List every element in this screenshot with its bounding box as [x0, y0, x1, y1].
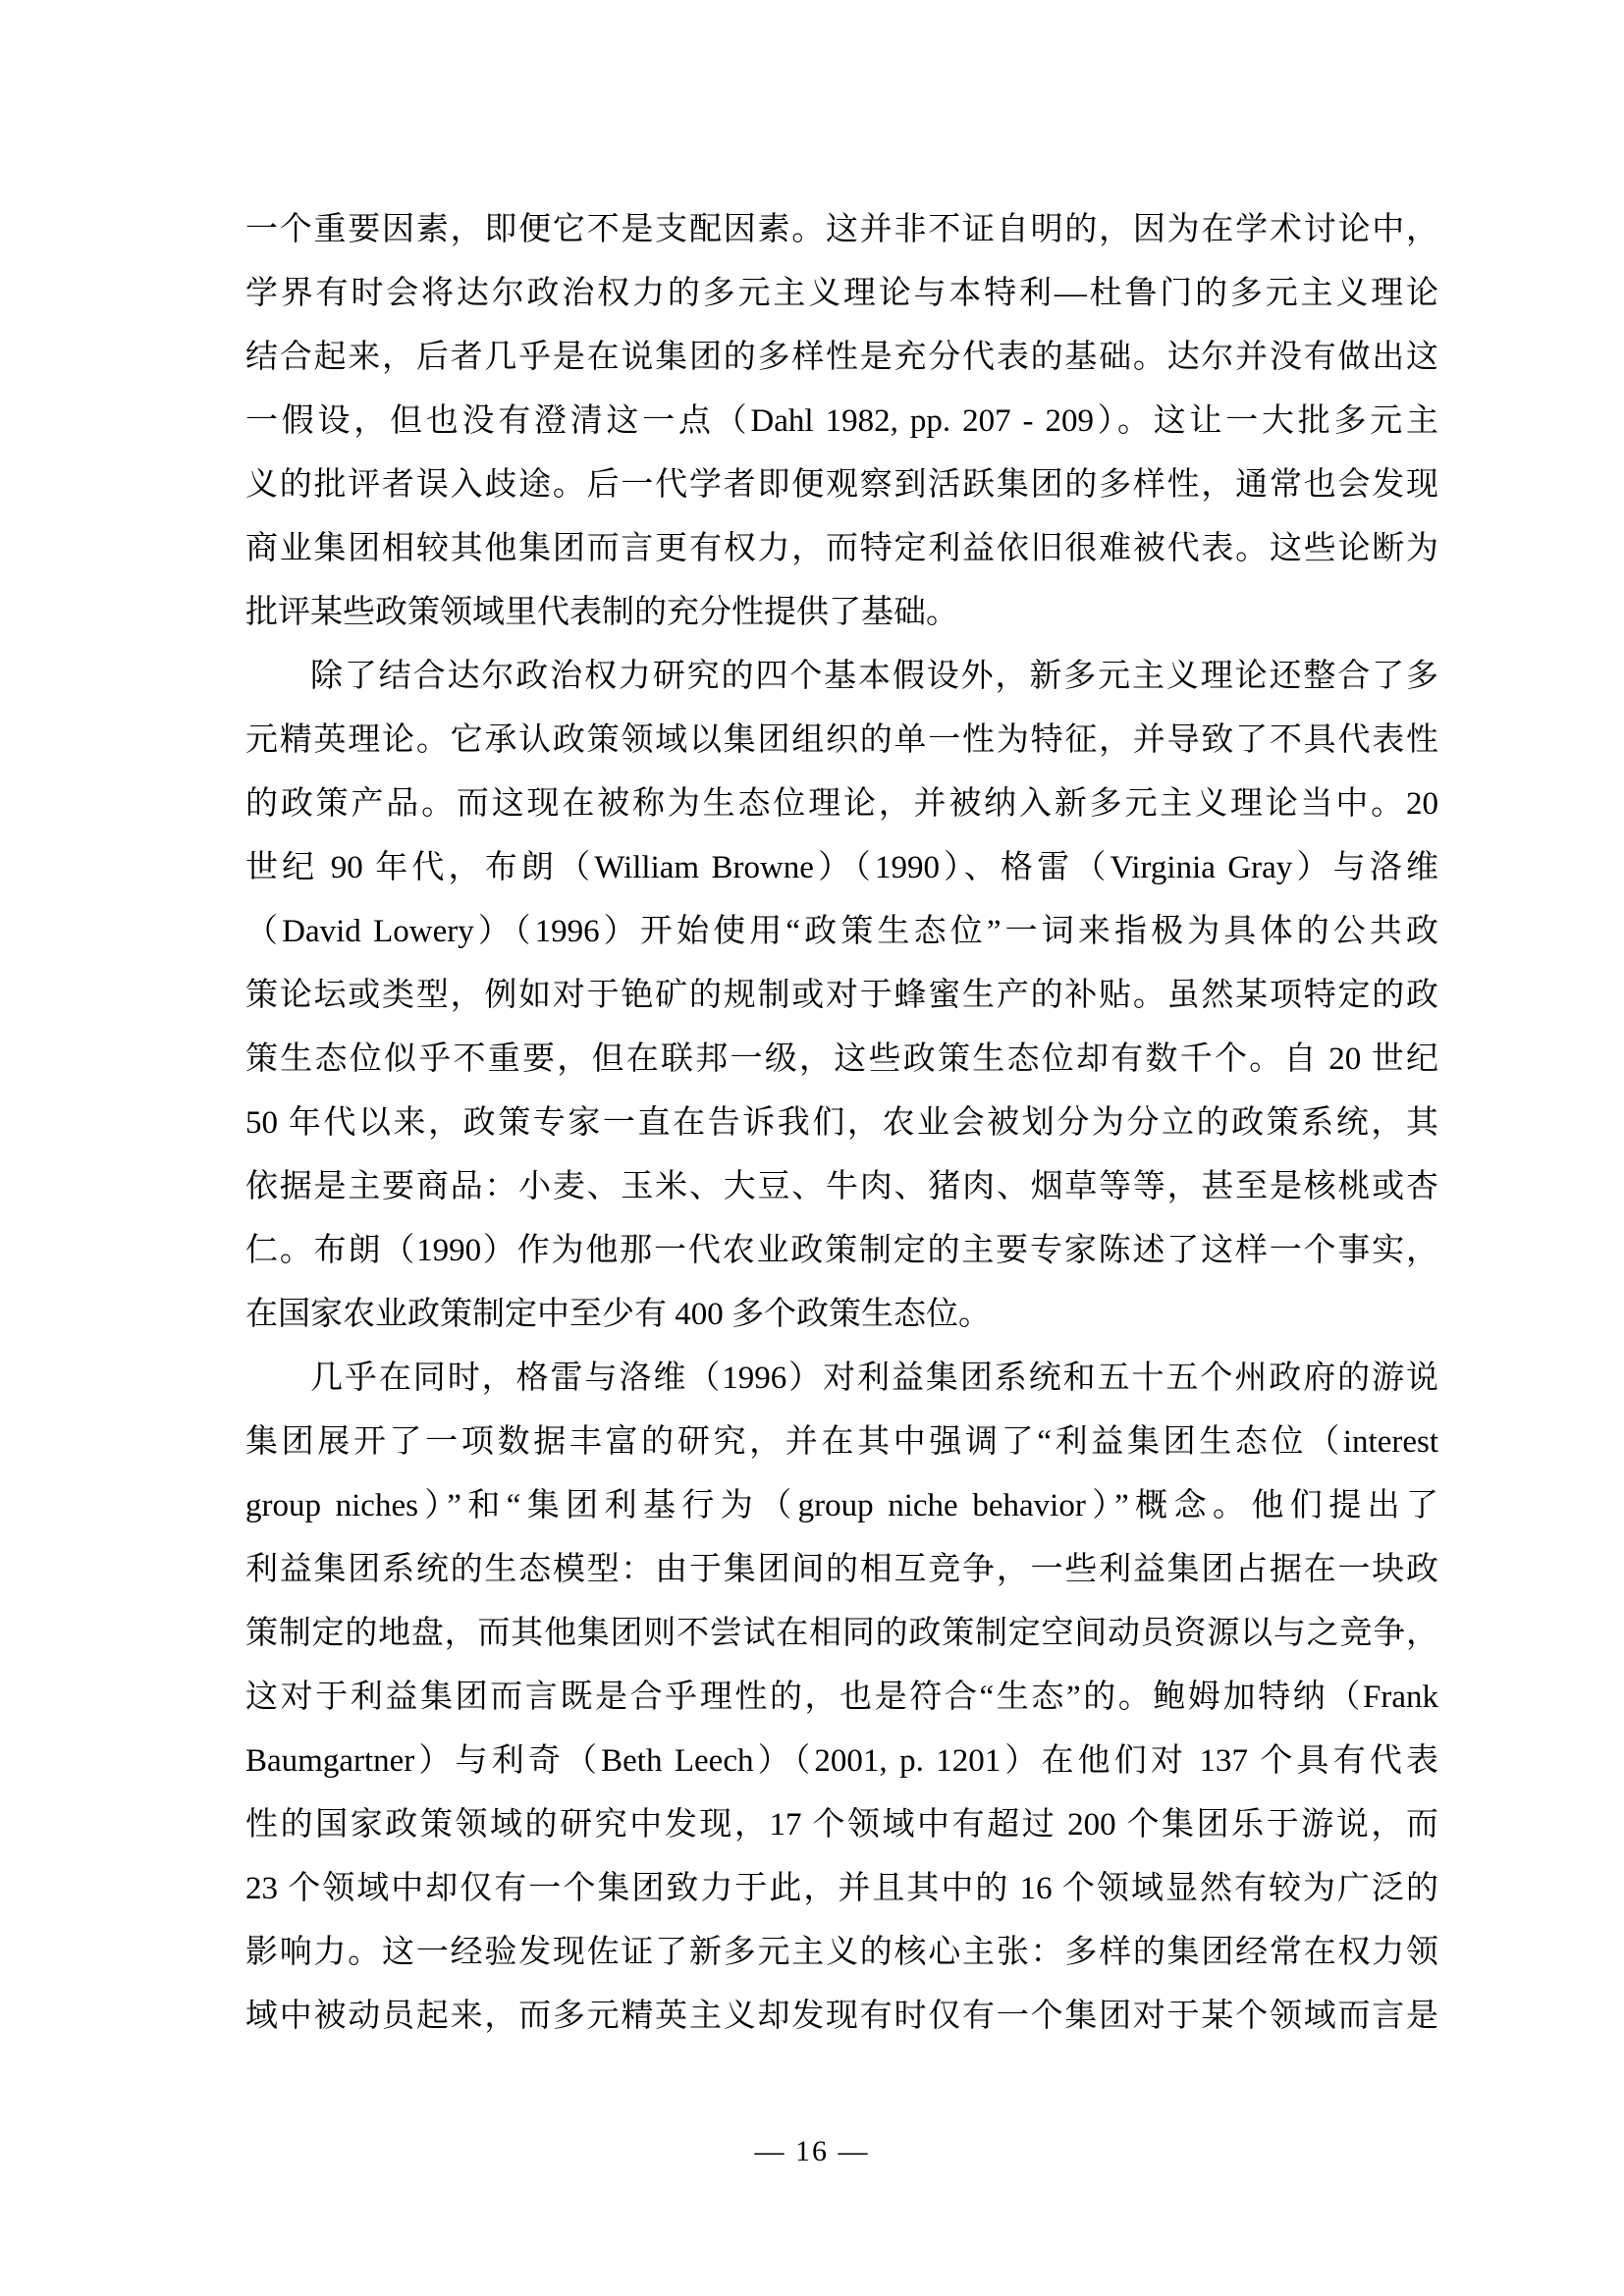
text-line: 元精英理论。它承认政策领域以集团组织的单一性为特征，并导致了不具代表性 [245, 722, 1438, 758]
text-line: 除了结合达尔政治权力研究的四个基本假设外，新多元主义理论还整合了多 [310, 659, 1438, 694]
text-line: 义的批评者误入歧途。后一代学者即便观察到活跃集团的多样性，通常也会发现 [245, 467, 1438, 503]
text-line: 一假设，但也没有澄清这一点（Dahl 1982, pp. 207 - 209）。这让一大批多元主 [245, 403, 1438, 439]
text-line: 商业集团相较其他集团而言更有权力，而特定利益依旧很难被代表。这些论断为 [245, 531, 1438, 566]
text-line: 利益集团系统的生态模型：由于集团间的相互竞争，一些利益集团占据在一块政 [245, 1552, 1438, 1587]
text-line: 这对于利益集团而言既是合乎理性的，也是符合“生态”的。鲍姆加特纳（Frank [245, 1680, 1438, 1715]
page-number: — 16 — [754, 2135, 870, 2167]
text-line: 几乎在同时，格雷与洛维（1996）对利益集团系统和五十五个州政府的游说 [310, 1361, 1438, 1396]
text-line: 的政策产品。而这现在被称为生态位理论，并被纳入新多元主义理论当中。20 [245, 786, 1438, 822]
text-line: 50 年代以来，政策专家一直在告诉我们，农业会被划分为分立的政策系统，其 [245, 1105, 1438, 1141]
text-line: 影响力。这一经验发现佐证了新多元主义的核心主张：多样的集团经常在权力领 [245, 1935, 1438, 1970]
text-line: 结合起来，后者几乎是在说集团的多样性是充分代表的基础。达尔并没有做出这 [245, 340, 1438, 375]
page-footer [0, 2132, 1624, 2171]
text-line: 批评某些政策领域里代表制的充分性提供了基础。 [245, 595, 958, 630]
text-line: 集团展开了一项数据丰富的研究，并在其中强调了“利益集团生态位（interest [245, 1424, 1438, 1460]
text-line: 一个重要因素，即便它不是支配因素。这并非不证自明的，因为在学术讨论中， [245, 212, 1438, 247]
text-line: 23 个领域中却仅有一个集团致力于此，并且其中的 16 个领域显然有较为广泛的 [245, 1871, 1438, 1906]
text-line: 策制定的地盘，而其他集团则不尝试在相同的政策制定空间动员资源以与之竞争， [245, 1616, 1438, 1651]
text-line: 仁。布朗（1990）作为他那一代农业政策制定的主要专家陈述了这样一个事实， [245, 1233, 1438, 1268]
text-line: 学界有时会将达尔政治权力的多元主义理论与本特利—杜鲁门的多元主义理论 [245, 276, 1438, 311]
text-line: 性的国家政策领域的研究中发现，17 个领域中有超过 200 个集团乐于游说，而 [245, 1807, 1438, 1842]
text-line: Baumgartner）与利奇（Beth Leech）（2001, p. 1201）在他们对 137 个具有代表 [245, 1743, 1438, 1779]
text-line: 在国家农业政策制定中至少有 400 多个政策生态位。 [245, 1297, 991, 1332]
text-line: 域中被动员起来，而多元精英主义却发现有时仅有一个集团对于某个领域而言是 [245, 1999, 1438, 2034]
text-line: （David Lowery）（1996）开始使用“政策生态位”一词来指极为具体的公共政 [245, 914, 1438, 949]
text-line: 依据是主要商品：小麦、玉米、大豆、牛肉、猪肉、烟草等等，甚至是核桃或杏 [245, 1169, 1438, 1204]
text-line: group niches）”和“集团利基行为（group niche behavior）”概念。他们提出了 [245, 1488, 1438, 1523]
text-block [245, 198, 1438, 2049]
text-line: 策论坛或类型，例如对于铯矿的规制或对于蜂蜜生产的补贴。虽然某项特定的政 [245, 978, 1438, 1013]
text-line: 策生态位似乎不重要，但在联邦一级，这些政策生态位却有数千个。自 20 世纪 [245, 1041, 1438, 1077]
text-line: 世纪 90 年代，布朗（William Browne）（1990）、格雷（Virginia Gray）与洛维 [245, 850, 1439, 885]
